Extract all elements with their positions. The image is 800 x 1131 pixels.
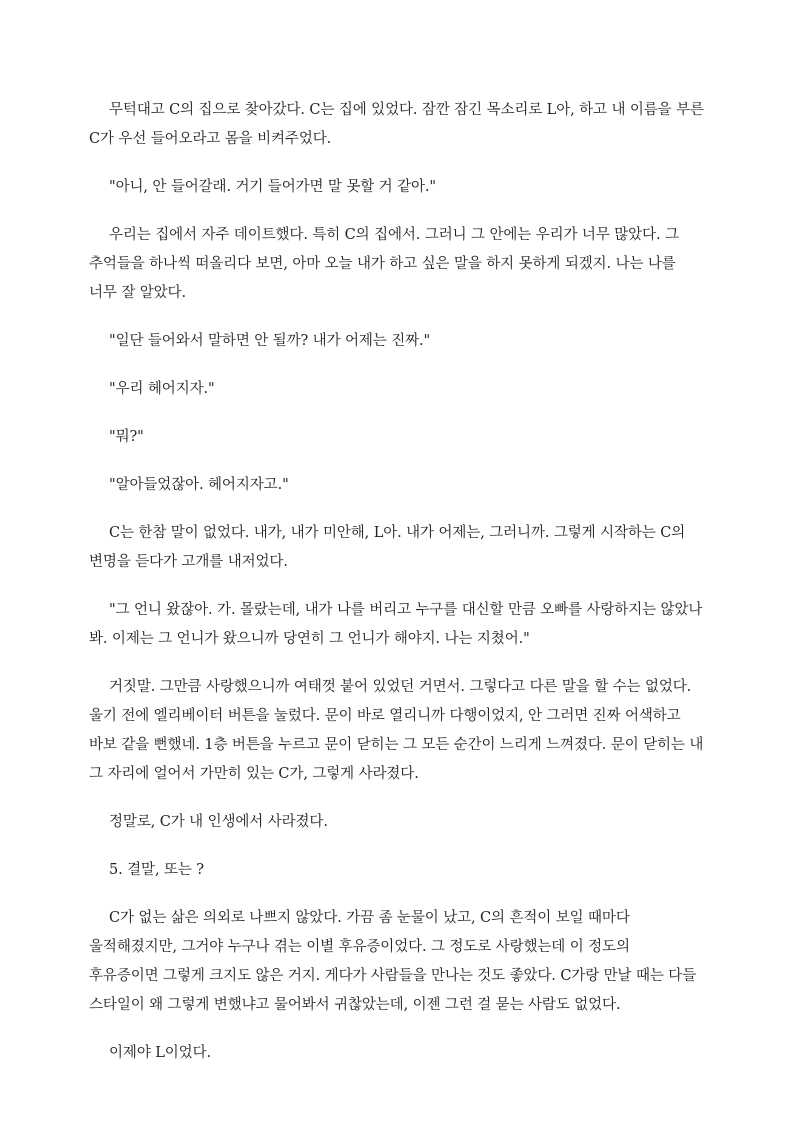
text-line: 울적해졌지만, 그거야 누구나 겪는 이별 후유증이었다. 그 정도로 사랑했는데 이 정도의 (89, 939, 630, 955)
paragraph (89, 96, 702, 154)
text-line: C가 없는 삶은 의외로 나쁘지 않았다. 가끔 좀 눈물이 났고, C의 흔적이 보일 때마다 (109, 910, 630, 926)
text-line: 무턱대고 C의 집으로 찾아갔다. C는 집에 있었다. 잠깐 잠긴 목소리로 L아, 하고 내 이름을 부른 (109, 102, 704, 118)
text-line: "그 언니 왔잖아. 가. 몰랐는데, 내가 나를 버리고 누구를 대신할 만큼 오빠를 사랑하지는 않았나 (109, 602, 703, 618)
paragraph (89, 673, 702, 789)
paragraph (89, 173, 702, 202)
paragraph (89, 221, 702, 308)
text-line: 정말로, C가 내 인생에서 사라졌다. (109, 814, 328, 830)
text-line: 거짓말. 그만큼 사랑했으니까 여태껏 붙어 있었던 거면서. 그렇다고 다른 말을 할 수는 없었다. (109, 679, 692, 695)
text-line: 그 자리에 얼어서 가만히 있는 C가, 그렇게 사라졌다. (89, 766, 419, 782)
paragraph (89, 904, 702, 1020)
paragraph (89, 519, 702, 577)
text-line: 너무 잘 알았다. (89, 285, 186, 301)
text-line: 5. 결말, 또는 ? (109, 862, 204, 878)
paragraph (89, 596, 702, 654)
text-line: "알아들었잖아. 헤어지자고." (109, 477, 289, 493)
text-line: 변명을 듣다가 고개를 내저었다. (89, 554, 288, 570)
text-line: 봐. 이제는 그 언니가 왔으니까 당연히 그 언니가 해야지. 나는 지쳤어." (89, 631, 530, 647)
paragraph (89, 471, 702, 500)
text-line: "뭐?" (109, 429, 144, 445)
paragraph (89, 375, 702, 404)
text-line: C가 우선 들어오라고 몸을 비켜주었다. (89, 131, 332, 147)
paragraph (89, 856, 702, 885)
text-line: 추억들을 하나씩 떠올리다 보면, 아마 오늘 내가 하고 싶은 말을 하지 못하게 되겠지. 나는 나를 (89, 256, 676, 272)
text-line: 바보 같을 뻔했네. 1층 버튼을 누르고 문이 닫히는 그 모든 순간이 느리게 느껴졌다. 문이 닫히는 내 (89, 737, 704, 753)
text-line: C는 한참 말이 없었다. 내가, 내가 미안해, L아. 내가 어제는, 그러니까. 그렇게 시작하는 C의 (109, 525, 686, 541)
text-line: 후유증이면 그렇게 크지도 않은 거지. 게다가 사람들을 만나는 것도 좋았다. C가랑 만날 때는 다들 (89, 968, 697, 984)
text-line: "일단 들어와서 말하면 안 될까? 내가 어제는 진짜." (109, 333, 431, 349)
text-line: 스타일이 왜 그렇게 변했냐고 물어봐서 귀찮았는데, 이젠 그런 걸 묻는 사람도 없었다. (89, 997, 621, 1013)
text-line: "우리 헤어지자." (109, 381, 215, 397)
text-line: 이제야 L이었다. (109, 1045, 211, 1061)
paragraph (89, 808, 702, 837)
paragraph (89, 1039, 702, 1068)
text-line: "아니, 안 들어갈래. 거기 들어가면 말 못할 거 같아." (109, 179, 436, 195)
paragraph (89, 327, 702, 356)
paragraph (89, 423, 702, 452)
text-line: 울기 전에 엘리베이터 버튼을 눌렀다. 문이 바로 열리니까 다행이었지, 안 그러면 진짜 어색하고 (89, 708, 681, 724)
text-line: 우리는 집에서 자주 데이트했다. 특히 C의 집에서. 그러니 그 안에는 우리가 너무 많았다. 그 (109, 227, 679, 243)
